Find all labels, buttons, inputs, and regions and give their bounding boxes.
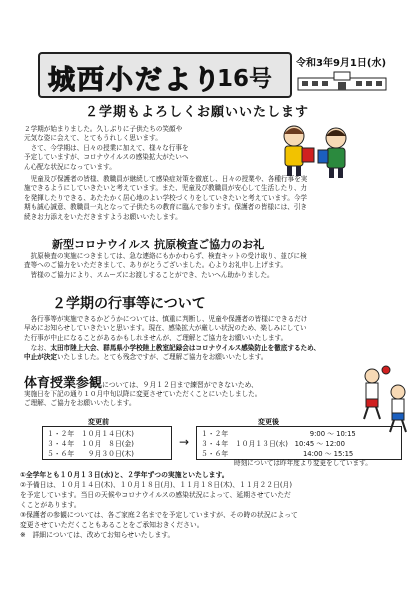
issue-number: 16号 xyxy=(216,66,272,92)
article1-heading: ２学期もよろしくお願いいたします xyxy=(85,105,310,120)
note-item: ②予備日は、１０月１４日(木)、１０月１８日(月)、１１月１８日(木)、１１月２２日(月) を予定しています。当日の天候やコロナウイルスの感染状況によって、延期させていただ くことがあります。 xyxy=(20,481,292,509)
change-arrow: → xyxy=(179,435,190,449)
sports-children-illustration xyxy=(356,364,414,434)
before-caption: 変更前 xyxy=(88,418,109,426)
article1-intro: ２学期が始まりました。久しぶりに子供たちの笑顔や 元気な姿に会えて、とてもうれしく思います。 さて、今学期は、日々の授業に加えて、様々な行事を 予定していますが、コロナウイルスの感染拡大がたいへ ん心配な状況になっています。 xyxy=(24,125,189,171)
before-row: ３・４年 １０月 ８日(金) xyxy=(47,440,134,448)
after-row: ５・６年 14:00 ～ 15:15 xyxy=(201,450,354,458)
notes-list xyxy=(20,470,406,540)
before-row: １・２年 １０月１４日(木) xyxy=(47,430,134,438)
masthead xyxy=(38,52,292,98)
article4-body: 実施日を下記の通り１０月中旬以降に変更させていただくことにいたしました。 ご理解、ご協力をお願いいたします。 xyxy=(24,390,262,408)
after-row: ３・４年 １０月１３日(水) 10:45 ～ 12:00 xyxy=(201,440,345,448)
schedule-after-box xyxy=(196,426,402,460)
article3-body: 各行事等が実施できるかどうかについては、慎重に判断し、児童や保護者の皆様にできるだけ 早めにお知らせしていきたいと思います。現在、感染拡大が厳しい状況のため、楽しみにしてい た行事が中止になることがあるかもしれませんが、ご理解とご協力をお願いいたします。 xyxy=(24,315,308,342)
issue-date: 令和3年9月1日(水) xyxy=(296,58,387,69)
newsletter-title: 城西小だより xyxy=(48,65,222,96)
after-row: １・２年 9:00 ～ 10:15 xyxy=(201,430,356,438)
article3-heading: ２学期の行事等について xyxy=(52,296,206,312)
article4-heading: 体育授業参観 xyxy=(24,376,103,391)
article4-heading-line: 体育授業参観については、９月１２日まで練習ができないため、 xyxy=(24,376,258,391)
article2-heading: 新型コロナウイルス 抗原検査ご協力のお礼 xyxy=(52,238,265,251)
time-change-note: 時刻については昨年度より変更をしています。 xyxy=(234,459,372,467)
article3-cancel-notice: なお、太田市陸上大会、群馬県小学校陸上教室記録会はコロナウイルス感染防止を徹底するため、 中止が決定いたしました。とても残念ですが、ご理解ご協力をお願いいたします。 xyxy=(24,344,321,362)
before-row: ５・６年 ９月３０日(木) xyxy=(47,450,134,458)
schedule-before-box xyxy=(42,426,172,460)
after-caption: 変更後 xyxy=(258,418,279,426)
note-item: ③保護者の参観については、各ご家庭２名までを予定していますが、その時の状況によって 変更させていただくこともあることをご承知おきください。 ※ 詳細については、改めてお知らせいたします。 xyxy=(20,511,298,539)
note-item: ①全学年とも１０月１３日(水)と、２学年ずつの実施といたします。 xyxy=(20,471,229,479)
school-building-icon xyxy=(296,70,388,92)
children-illustration xyxy=(272,122,362,180)
article1-body: 児童及び保護者の皆様、教職員が継続して感染症対策を徹底し、日々の授業や、各種行事を実 施できるようにしていきたいと考えています。また、児童及び教職員が安心して生活したり、力 を発揮したりできる、あたたかく居心地のよい学校づくりをしていきたいと考えています。今学 期も誠心誠意、教職員一丸となって子供たちの教育に臨んで参ります。保護者の皆様には、引き 続きお力添えをいただきますようお願いいたします。 xyxy=(24,175,308,221)
article2-body: 抗原検査の実施につきましては、急な連絡にもかかわらず、検査キットの受け取り、並びに検 査等へのご協力をいただきまして、ありがとうございました。心よりお礼申し上げます。 皆様のご協力により、スムーズにお渡しすることができ、たいへん助かりました。 xyxy=(24,252,307,279)
